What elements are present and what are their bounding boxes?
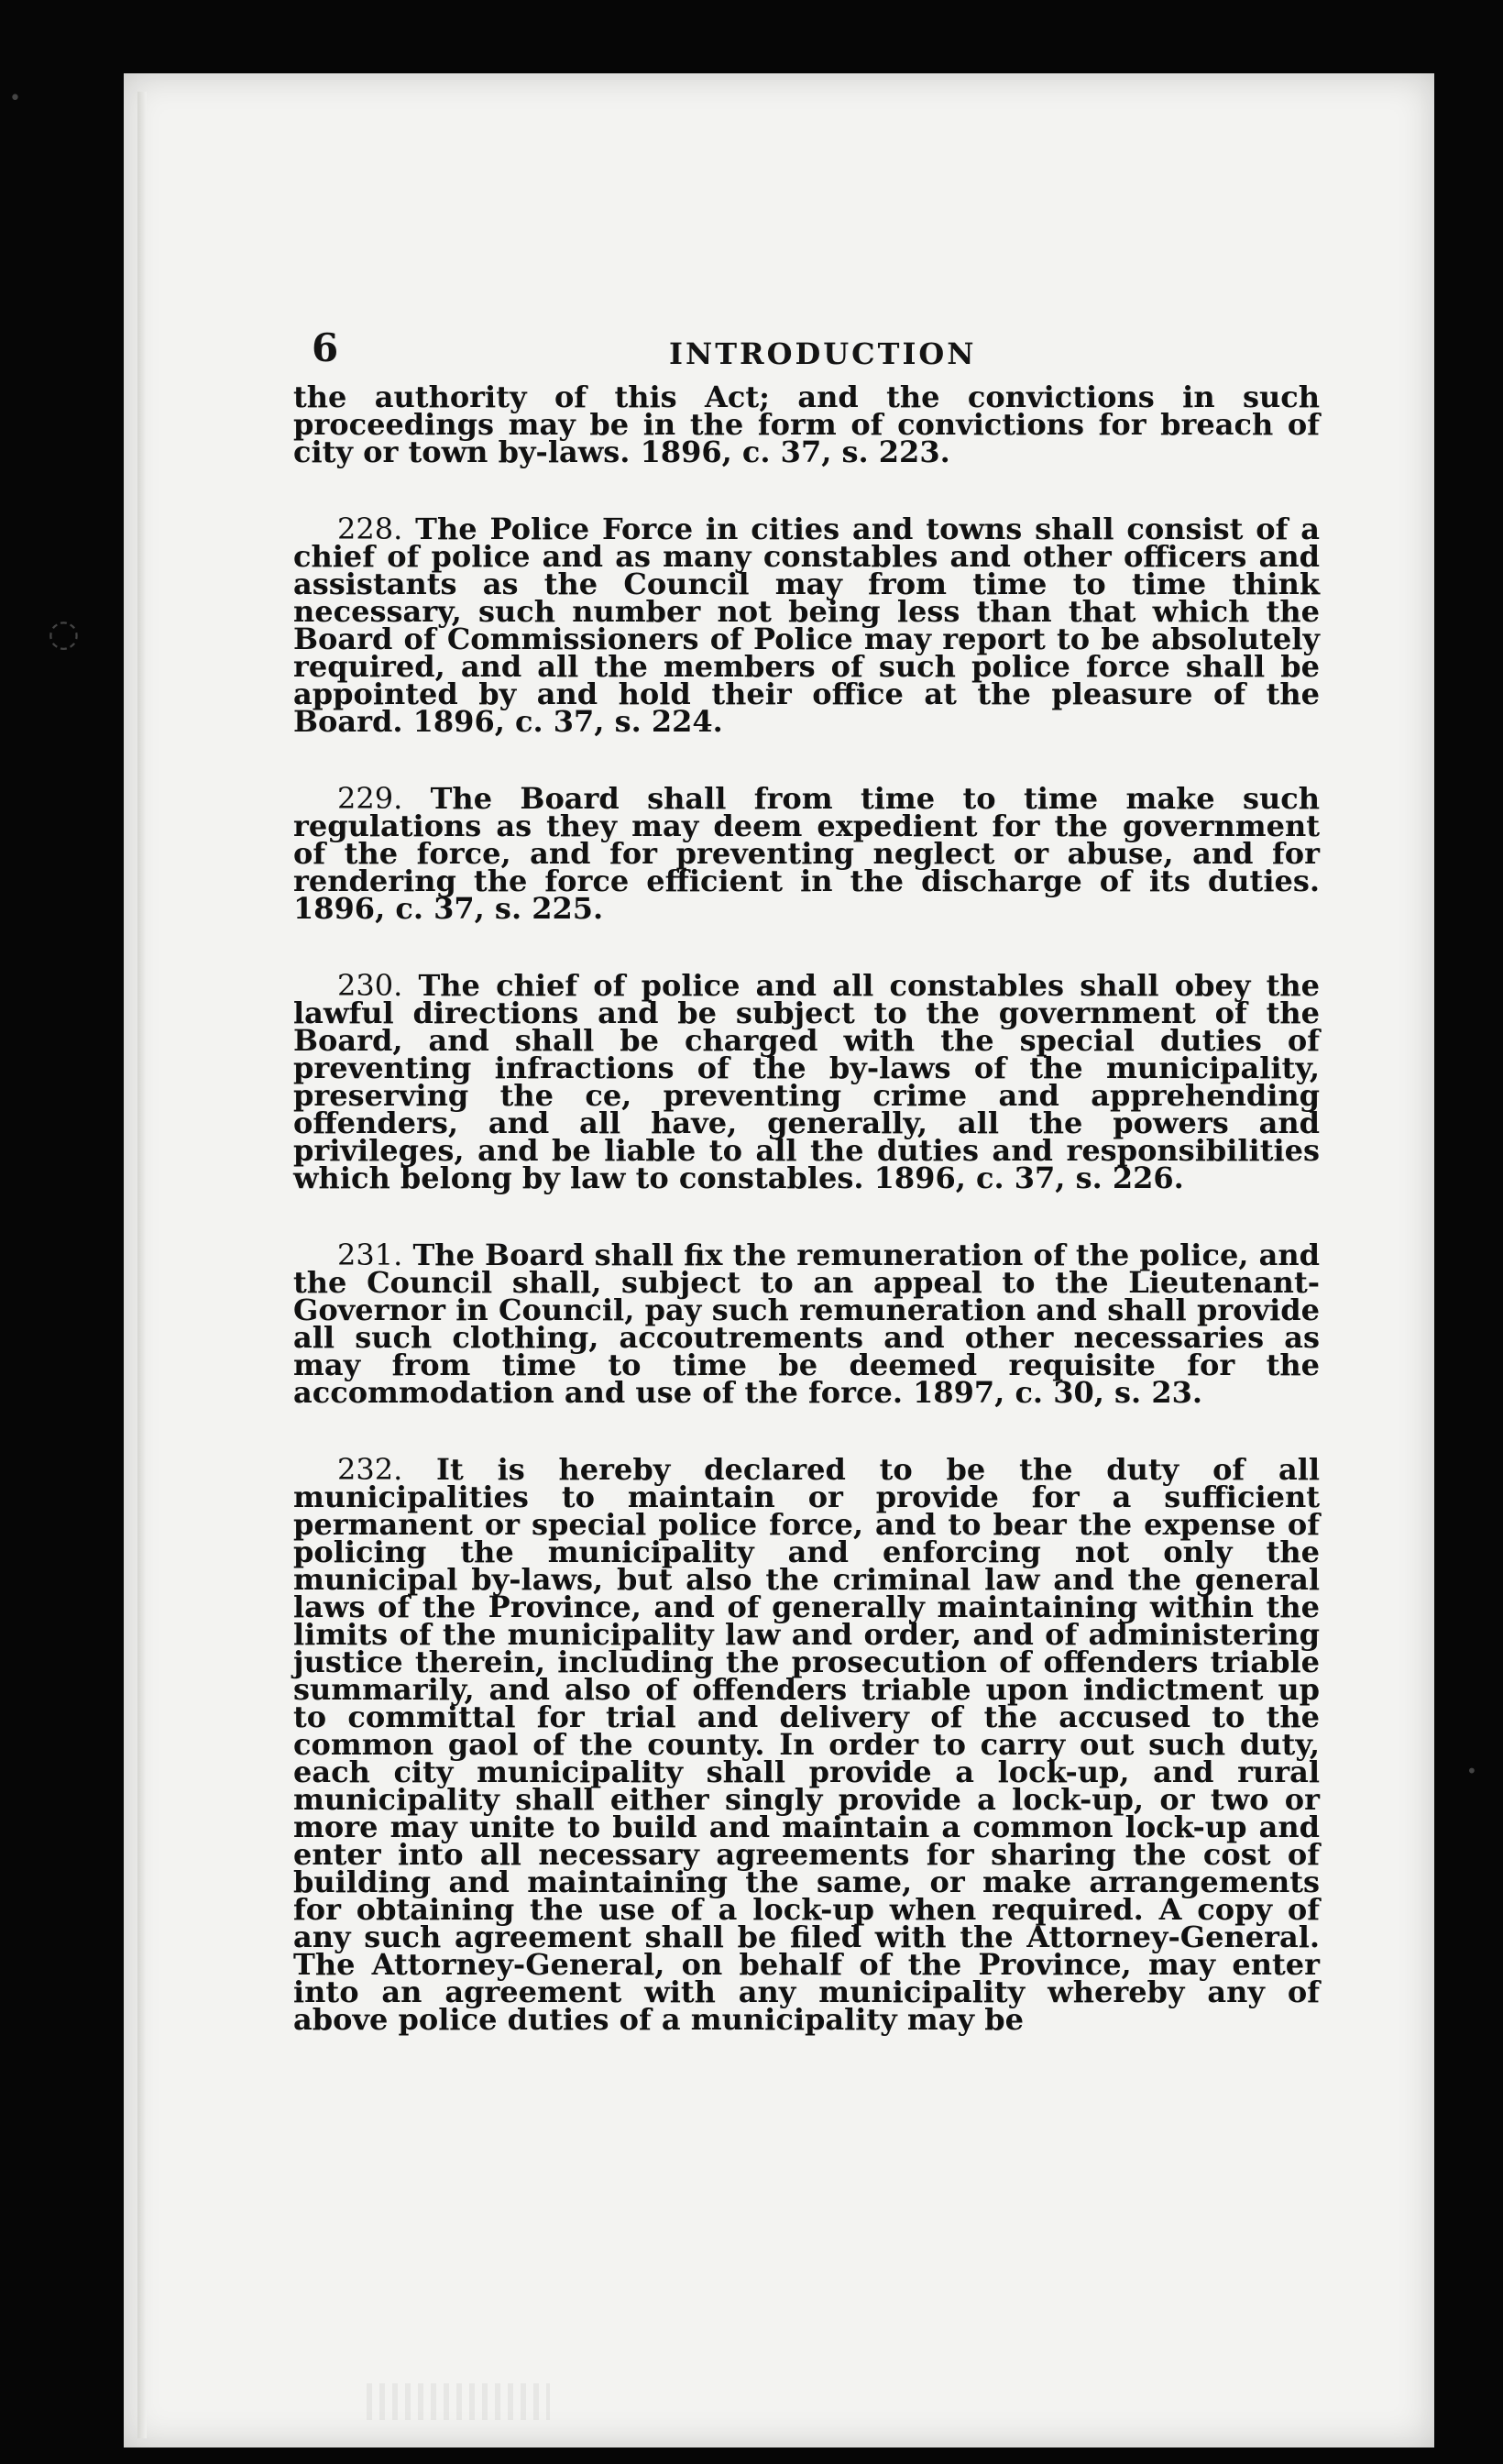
section-230 — [293, 968, 1321, 1195]
scan-dot-mark: • — [1466, 1760, 1477, 1782]
section-number: 230. — [337, 968, 403, 1003]
faint-bleed-through — [367, 2383, 550, 2420]
section-231 — [293, 1238, 1321, 1410]
running-title: INTRODUCTION — [669, 336, 977, 371]
running-head — [312, 325, 1329, 380]
section-232 — [293, 1452, 1321, 2037]
paragraph-text: The Police Force in cities and towns shall consist of a chief of police and as many constables and other officers and assistants as the Council may from time to time think necessary, such number not being less than that which the Board of Commissioners of Police may report to be absolutely required, and all the members of such police force shall be appointed by and hold their office at the pleasure of the Board. 1896, c. 37, s. 224. — [293, 512, 1321, 739]
page-body — [293, 380, 1321, 2083]
page-binding-edge — [137, 92, 147, 2438]
paragraph-text: The Board shall fix the remuneration of the police, and the Council shall, subject to an appeal to the Lieutenant-Governor in Council, pay such remuneration and shall provide all such clothing, accoutrements and other necessaries as may from time to time be deemed requisite for the accommodation and use of the force. 1897, c. 30, s. 23. — [293, 1238, 1321, 1410]
paragraph-continuation — [293, 380, 1320, 469]
paragraph-text: the authority of this Act; and the convictions in such proceedings may be in the form of convictions for breach of city or town by-laws. 1896, c. 37, s. 223. — [293, 380, 1320, 469]
section-number: 232. — [337, 1452, 403, 1487]
scan-smudge-mark: ◌ — [48, 612, 80, 654]
scan-speck-mark: • — [9, 87, 21, 110]
paragraph-text: The chief of police and all constables shall obey the lawful directions and be subject to the government of the Board, and shall be charged with the special duties of preventing infractions of the by-laws of the municipality, preserving the ce, preventing crime and apprehending offenders, and all have, generally, all the powers and privileges, and be liable to all the duties and responsibilities which belong by law to constables. 1896, c. 37, s. 226. — [293, 968, 1321, 1195]
section-228 — [293, 512, 1321, 739]
section-number: 229. — [337, 781, 403, 816]
page-number: 6 — [312, 325, 339, 370]
section-number: 228. — [337, 512, 403, 546]
paragraph-text: The Board shall from time to time make such regulations as they may deem expedient for the government of the force, and for preventing neglect or abuse, and for rendering the force efficient in the discharge of its duties. 1896, c. 37, s. 225. — [293, 781, 1321, 926]
section-229 — [293, 781, 1321, 926]
paragraph-text: It is hereby declared to be the duty of all municipalities to maintain or provide for a sufficient permanent or special police force, and to bear the expense of policing the municipality and enforcing not only the municipal by-laws, but also the criminal law and the general laws of the Province, and of generally maintaining within the limits of the municipality law and order, and of administering justice therein, including the prosecution of offenders triable summarily, and also of offenders triable upon indictment up to committal for trial and delivery of the accused to the common gaol of the county. In order to carry out such duty, each city municipality shall provide a lock-up, and rural municipality shall either singly provide a lock-up, or two or more may unite to build and maintain a common lock-up and enter into all necessary agreements for sharing the cost of building and maintaining the same, or make arrangements for obtaining the use of a lock-up when required. A copy of any such agreement shall be filed with the Attorney-General. The Attorney-General, on behalf of the Province, may enter into an agreement with any municipality whereby any of above police duties of a municipality may be — [293, 1452, 1321, 2037]
section-number: 231. — [337, 1238, 403, 1272]
